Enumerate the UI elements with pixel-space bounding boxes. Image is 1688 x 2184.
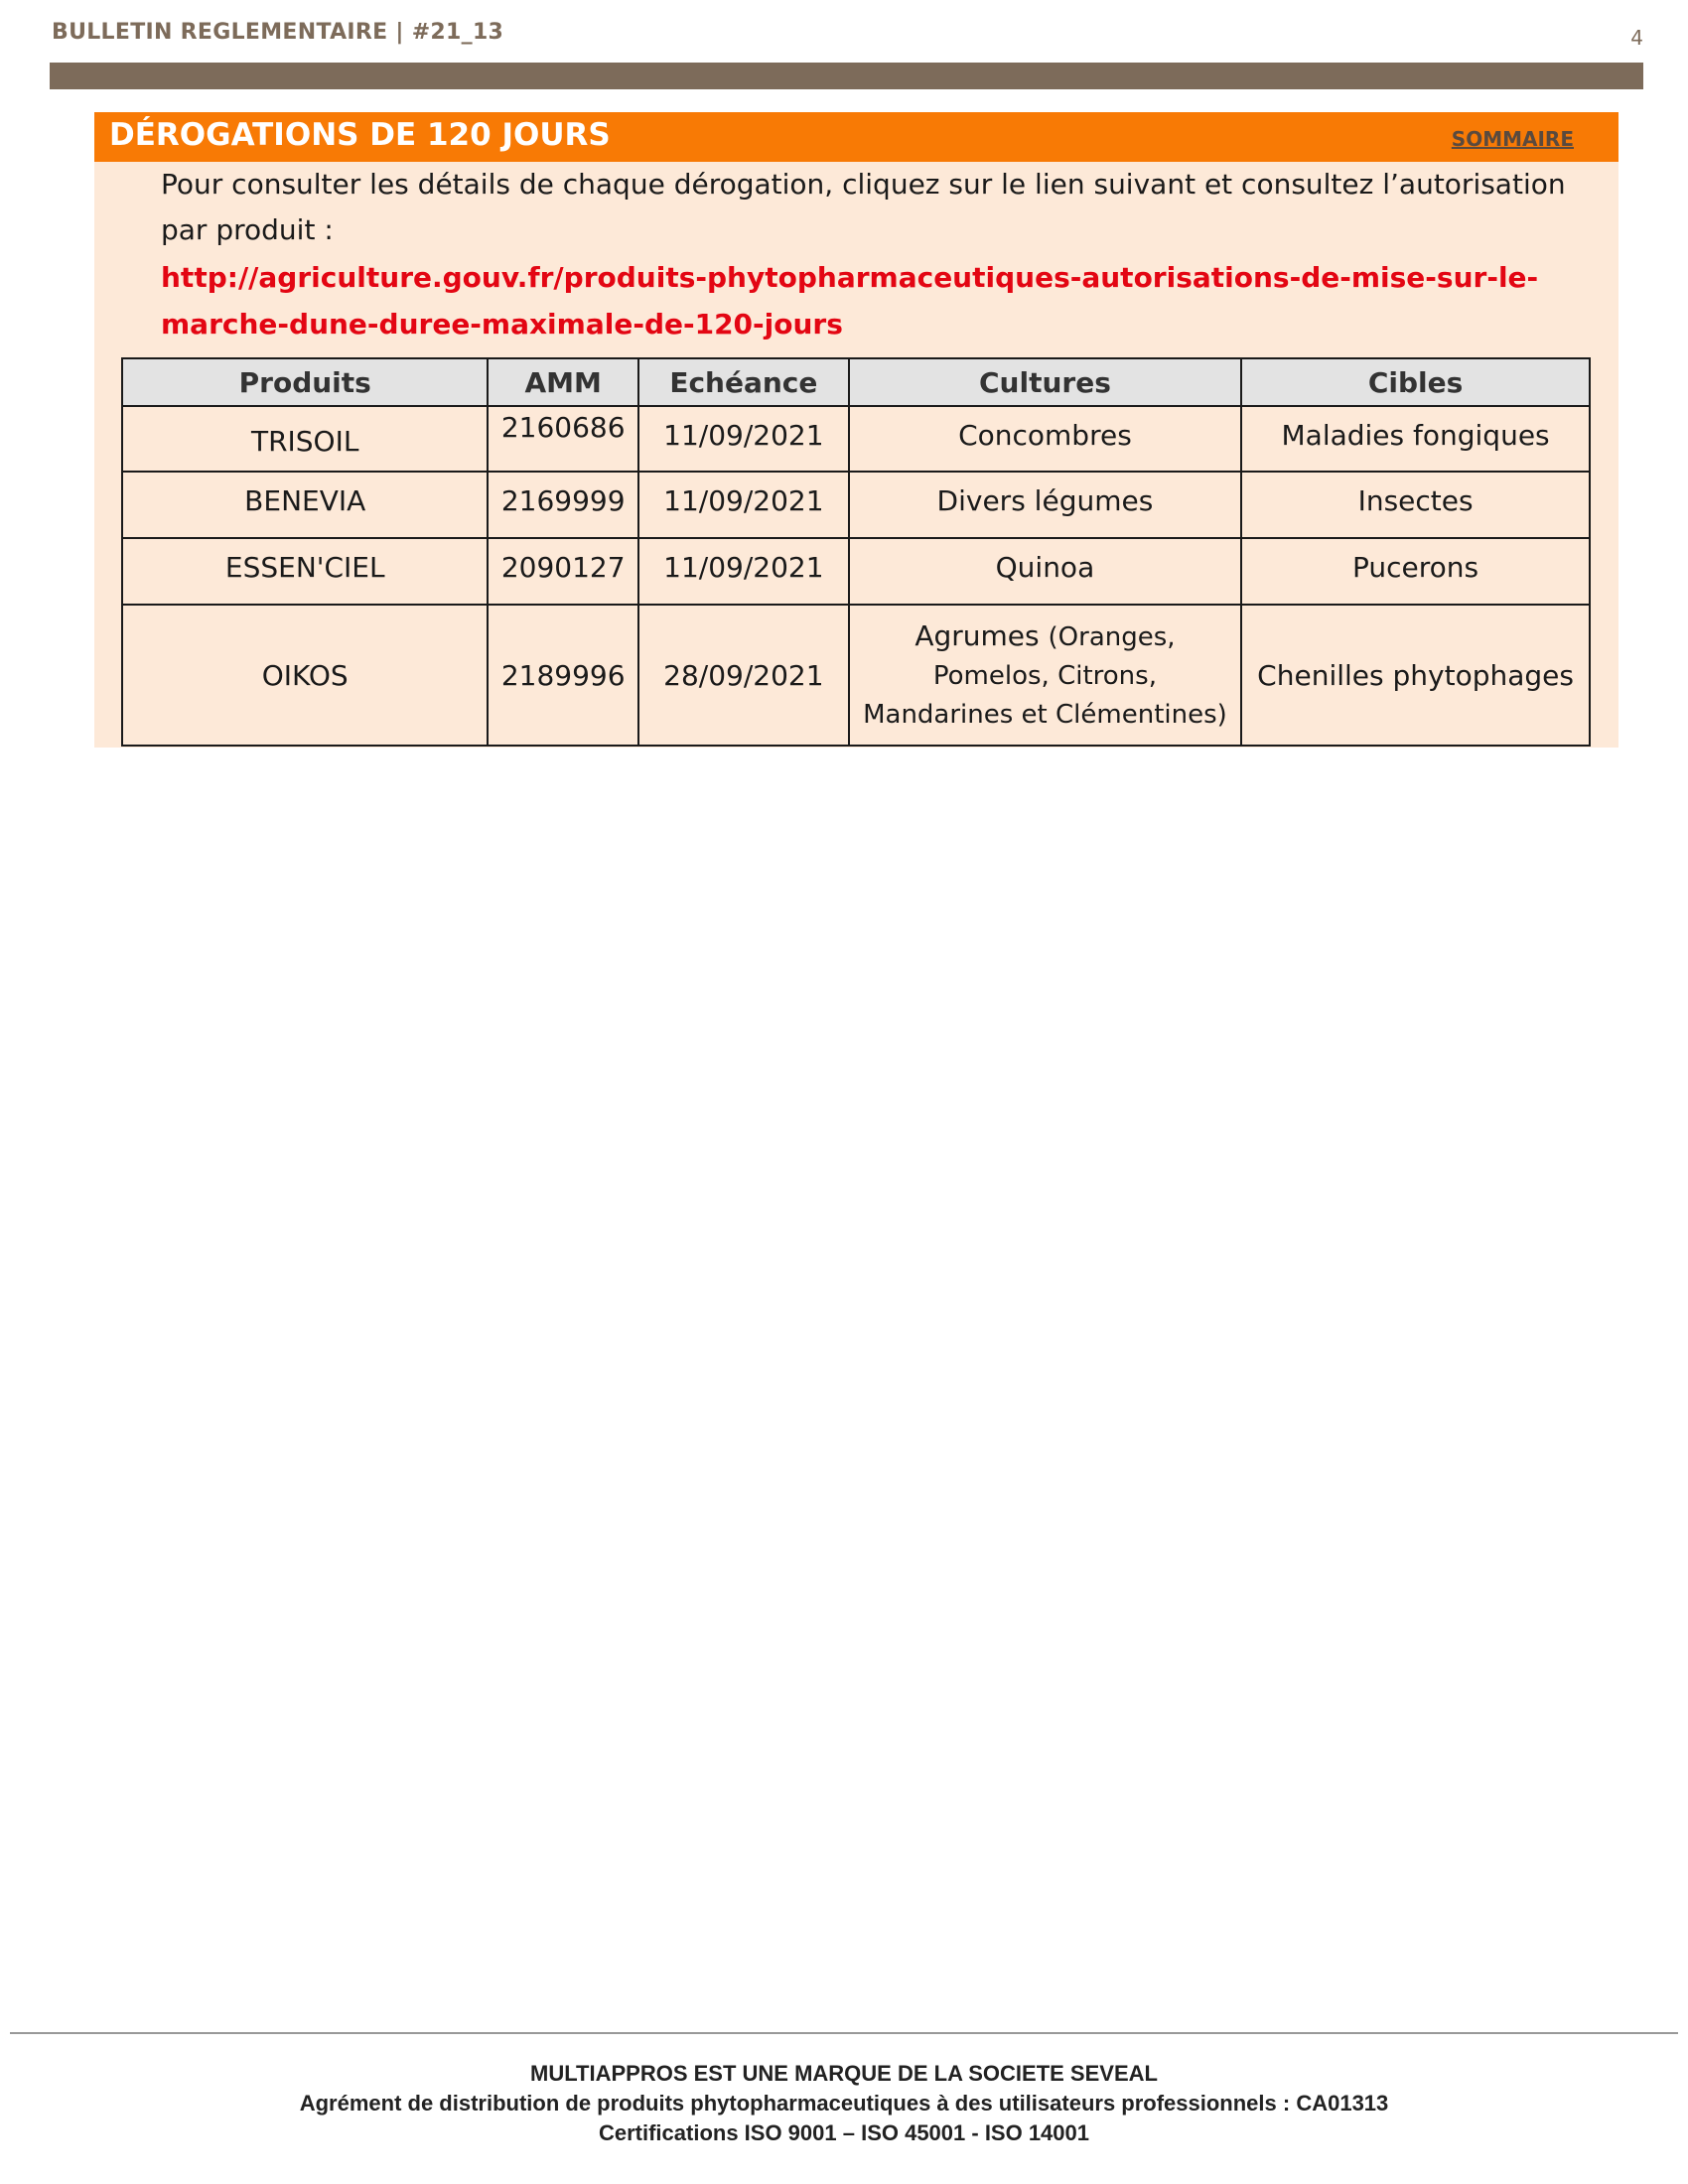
column-header-cibles: Cibles (1241, 358, 1590, 406)
cell-echeance: 11/09/2021 (638, 406, 849, 472)
table-header-row (122, 358, 1590, 406)
cell-cible: Maladies fongiques (1241, 406, 1590, 472)
authorization-url-link[interactable]: http://agriculture.gouv.fr/produits-phytopharmaceutiques-autorisations-de-mise-sur-le-marche-dune-duree-maximale-de-120-jours (161, 261, 1539, 341)
column-header-cultures: Cultures (849, 358, 1241, 406)
cell-culture (849, 605, 1241, 746)
cell-amm: 2169999 (488, 472, 638, 538)
cell-echeance: 11/09/2021 (638, 472, 849, 538)
footer-line-certifications: Certifications ISO 9001 – ISO 45001 - ISO 14001 (598, 2120, 1090, 2145)
footer-divider (10, 2032, 1678, 2034)
cell-amm: 2090127 (488, 538, 638, 605)
culture-text: Divers légumes (936, 484, 1154, 517)
cell-produit: TRISOIL (122, 406, 488, 472)
table-row (122, 538, 1590, 605)
bulletin-header-title: BULLETIN REGLEMENTAIRE | #21_13 (52, 20, 504, 45)
derogations-table (121, 357, 1591, 747)
culture-text: Concombres (958, 419, 1132, 452)
cell-cible: Chenilles phytophages (1241, 605, 1590, 746)
column-header-produits: Produits (122, 358, 488, 406)
cell-echeance: 11/09/2021 (638, 538, 849, 605)
table-row (122, 406, 1590, 472)
cell-culture (849, 538, 1241, 605)
footer-line-company: MULTIAPPROS EST UNE MARQUE DE LA SOCIETE SEVEAL (530, 2061, 1158, 2086)
derogations-section (94, 112, 1618, 748)
table-row (122, 605, 1590, 746)
footer (0, 2059, 1688, 2148)
sommaire-link[interactable]: SOMMAIRE (1451, 127, 1574, 151)
table-row (122, 472, 1590, 538)
cell-cible: Pucerons (1241, 538, 1590, 605)
header-divider-bar (50, 63, 1643, 89)
culture-text: Agrumes (914, 618, 1040, 652)
intro-text: Pour consulter les détails de chaque dérogation, cliquez sur le lien suivant et consultez l’autorisation par produit : (161, 168, 1566, 246)
page-number: 4 (1630, 26, 1643, 50)
section-heading-bar (94, 112, 1618, 162)
cell-culture (849, 406, 1241, 472)
culture-text: Quinoa (995, 551, 1095, 584)
cell-culture (849, 472, 1241, 538)
footer-line-agrement: Agrément de distribution de produits phytopharmaceutiques à des utilisateurs professionnels : CA01313 (299, 2091, 1389, 2116)
cell-amm: 2189996 (488, 605, 638, 746)
column-header-echeance: Echéance (638, 358, 849, 406)
column-header-amm: AMM (488, 358, 638, 406)
cell-cible: Insectes (1241, 472, 1590, 538)
cell-produit: OIKOS (122, 605, 488, 746)
cell-produit: BENEVIA (122, 472, 488, 538)
section-title: DÉROGATIONS DE 120 JOURS (109, 117, 611, 153)
cell-amm: 2160686 (488, 406, 638, 472)
culture-detail-text: (Oranges, Pomelos, Citrons, Mandarines et Clémentines) (863, 621, 1227, 730)
cell-produit: ESSEN'CIEL (122, 538, 488, 605)
cell-echeance: 28/09/2021 (638, 605, 849, 746)
